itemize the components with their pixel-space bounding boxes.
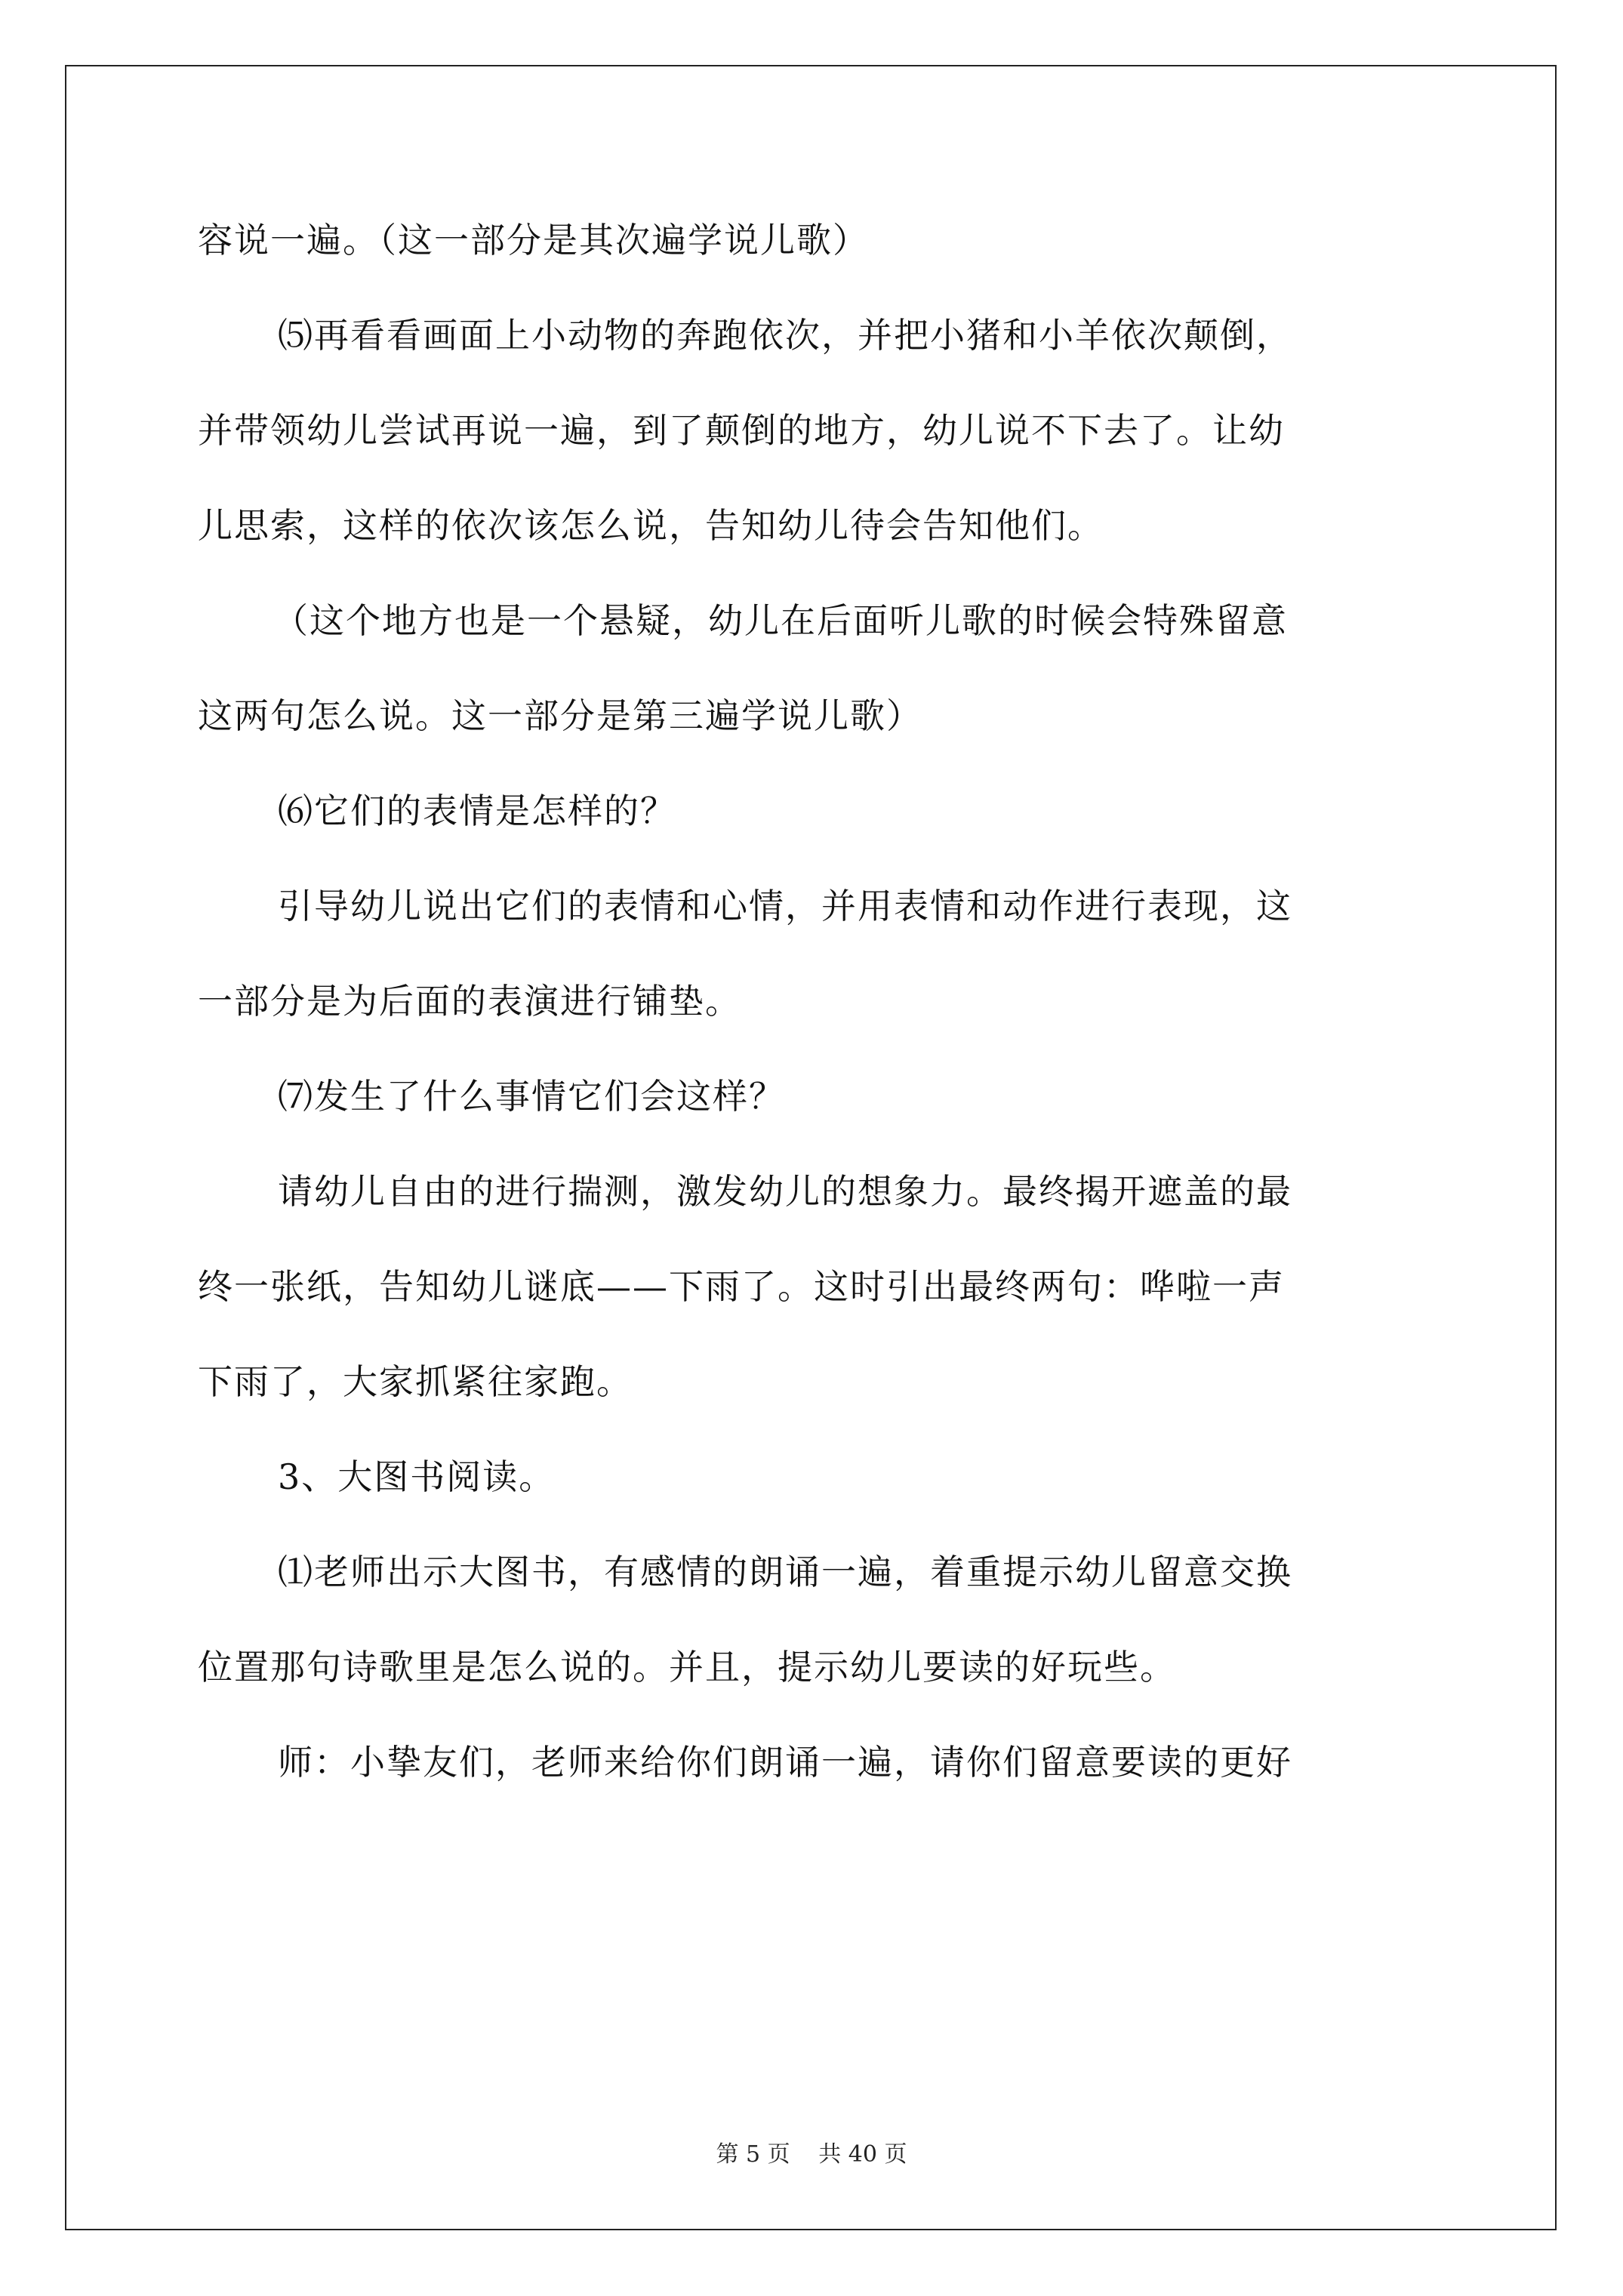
- page-number: 第 5 页: [716, 2141, 790, 2168]
- text-line: ⑴老师出示大图书，有感情的朗诵一遍，着重提示幼儿留意交换: [278, 1552, 1292, 1592]
- text-line: 这两句怎么说。这一部分是第三遍学说儿歌）: [198, 695, 922, 736]
- document-body: [198, 193, 1436, 1810]
- text-line: 师：小挚友们，老师来给你们朗诵一遍，请你们留意要读的更好: [278, 1742, 1292, 1783]
- text-line: 3、大图书阅读。: [278, 1456, 556, 1497]
- text-line: 容说一遍。（这一部分是其次遍学说儿歌）: [198, 220, 869, 260]
- text-line: 请幼儿自由的进行揣测，激发幼儿的想象力。最终揭开遮盖的最: [278, 1171, 1292, 1212]
- text-line: 引导幼儿说出它们的表情和心情，并用表情和动作进行表现，这: [278, 886, 1292, 926]
- text-line: ⑸再看看画面上小动物的奔跑依次，并把小猪和小羊依次颠倒，: [278, 315, 1292, 356]
- text-line: 下雨了，大家抓紧往家跑。: [198, 1361, 633, 1402]
- text-line: （这个地方也是一个悬疑，幼儿在后面听儿歌的时候会特殊留意: [273, 600, 1288, 641]
- page-footer: [0, 2135, 1623, 2168]
- text-line: 儿思索，这样的依次该怎么说，告知幼儿待会告知他们。: [198, 505, 1104, 546]
- text-line: 终一张纸，告知幼儿谜底——下雨了。这时引出最终两句：哗啦一声: [198, 1266, 1285, 1307]
- text-line: ⑺发生了什么事情它们会这样？: [278, 1076, 785, 1117]
- page-total: 共 40 页: [818, 2141, 907, 2168]
- text-line: 并带领幼儿尝试再说一遍，到了颠倒的地方，幼儿说不下去了。让幼: [198, 410, 1285, 451]
- text-line: 位置那句诗歌里是怎么说的。并且，提示幼儿要读的好玩些。: [198, 1647, 1176, 1687]
- text-line: ⑹它们的表情是怎样的？: [278, 791, 676, 831]
- text-line: 一部分是为后面的表演进行铺垫。: [198, 981, 741, 1022]
